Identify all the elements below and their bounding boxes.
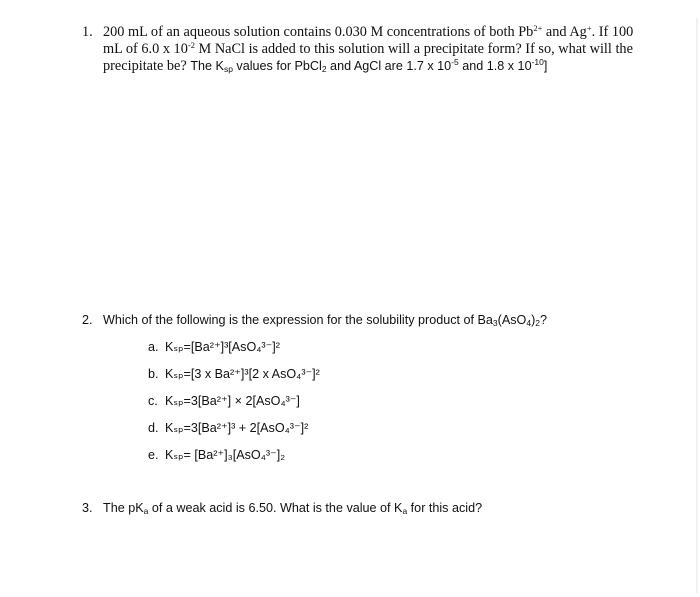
question-1-number: 1.: [82, 24, 93, 40]
option-a: a. Kₛₚ=[Ba²⁺]³[AsO₄³⁻]²: [148, 340, 280, 354]
question-1-line-1: 200 mL of an aqueous solution contains 0.030 M concentrations of both $Pb^{2+}$ and Ag+. If 100: [103, 23, 634, 40]
question-3: [82, 500, 642, 516]
question-2-text: Which of the following is the expression for the solubility product of $Ba_3(AsO_4)_2$?: [103, 313, 548, 328]
option-d: d. Kₛₚ=3[Ba²⁺]³ + 2[AsO₄³⁻]²: [148, 421, 309, 435]
question-3-text: The $pK_a$ of a weak acid is 6.50. What is the value of $K_a$ for this acid?: [103, 501, 483, 516]
question-2: [82, 312, 642, 328]
question-1-line-2: mL of 6.0 x $10^{-2}$ M NaCl is added to this solution will a precipitate form? If so, what will the: [103, 39, 633, 57]
question-1: [82, 24, 642, 75]
question-1-text: [103, 24, 642, 75]
question-1-line-3: precipitate be? The $K_{sp}$ values for PbCl$_2$ and AgCl are 1.7 x $10^{-5}$ and 1.8 x $10^{-10}$]: [103, 57, 548, 74]
option-e: e. Kₛₚ= [Ba²⁺]₃[AsO₄³⁻]₂: [148, 448, 286, 462]
question-3-number: 3.: [82, 501, 93, 515]
option-b: b. Kₛₚ=[3 x Ba²⁺]³[2 x AsO₄³⁻]²: [148, 367, 320, 381]
question-2-number: 2.: [82, 313, 93, 327]
page-edge-line: [696, 18, 698, 593]
option-c: c. Kₛₚ=3[Ba²⁺] × 2[AsO₄³⁻]: [148, 394, 300, 408]
